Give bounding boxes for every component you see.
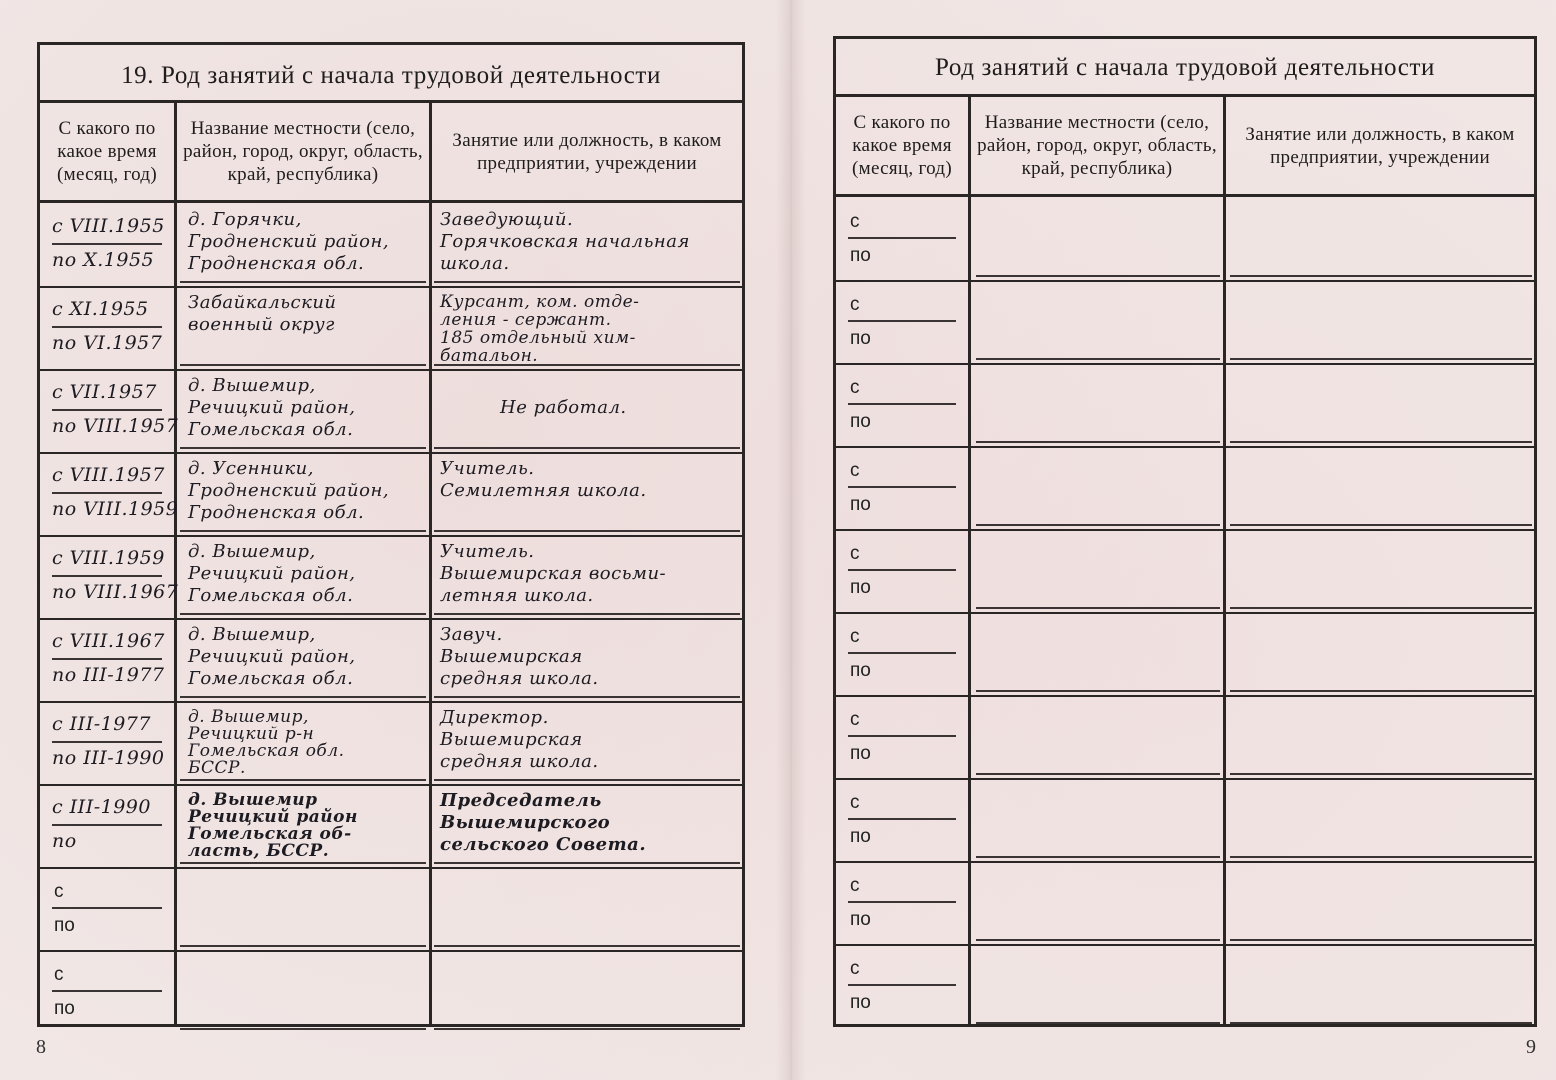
left-page-number: 8 xyxy=(36,1036,46,1058)
place-rule xyxy=(976,524,1220,526)
entry-from-date: с III-1977 xyxy=(52,713,151,735)
job-rule xyxy=(1230,690,1532,692)
job-rule xyxy=(1230,939,1532,941)
period-rule xyxy=(848,818,956,820)
header-rule xyxy=(40,200,742,203)
entry-job-line: Учитель. xyxy=(440,458,535,479)
entry-from-date: с VIII.1967 xyxy=(52,630,165,652)
entry-job-line: ления - сержант. xyxy=(440,310,612,330)
to-label: по xyxy=(850,743,871,764)
place-rule xyxy=(180,779,426,781)
to-label: по xyxy=(850,494,871,515)
entry-job-line: Учитель. xyxy=(440,541,535,562)
period-rule xyxy=(848,237,956,239)
entry-from-date: с XI.1955 xyxy=(52,298,149,320)
entry-job-line: летняя школа. xyxy=(440,585,594,606)
entry-place-line: Гомельская обл. xyxy=(188,741,345,761)
job-rule xyxy=(434,530,740,532)
period-rule xyxy=(848,320,956,322)
period-rule xyxy=(52,492,162,494)
row-divider xyxy=(836,280,1534,282)
job-rule xyxy=(434,281,740,283)
entry-job-line: Вышемирского xyxy=(440,812,611,833)
entry-from-date: с III-1990 xyxy=(52,796,151,818)
job-rule xyxy=(1230,773,1532,775)
job-rule xyxy=(434,613,740,615)
place-rule xyxy=(180,696,426,698)
to-label: по xyxy=(850,909,871,930)
entry-job-line: Вышемирская восьми- xyxy=(440,563,667,584)
to-label: по xyxy=(850,660,871,681)
job-rule xyxy=(434,1028,740,1030)
entry-place-line: д. Вышемир, xyxy=(188,375,316,396)
job-rule xyxy=(434,447,740,449)
entry-to-date: по III-1977 xyxy=(52,664,165,686)
entry-place-line: д. Усенники, xyxy=(188,458,314,479)
entry-job-line: Курсант, ком. отде- xyxy=(440,292,640,312)
entry-to-date: по III-1990 xyxy=(52,747,165,769)
entry-place-line: д. Вышемир, xyxy=(188,541,316,562)
entry-place-line: БССР. xyxy=(188,758,246,778)
entry-job-line: Семилетняя школа. xyxy=(440,480,647,501)
period-rule xyxy=(848,569,956,571)
place-rule xyxy=(180,530,426,532)
job-rule xyxy=(1230,358,1532,360)
entry-place-line: Речицкий район, xyxy=(188,397,356,418)
place-rule xyxy=(180,862,426,864)
period-rule xyxy=(52,741,162,743)
entry-job-line: батальон. xyxy=(440,346,539,366)
row-divider xyxy=(836,446,1534,448)
column-header-job: Занятие или должность, в каком предприятии, учреждении xyxy=(452,129,722,174)
entry-from-date: с VIII.1955 xyxy=(52,215,165,237)
entry-job-line: Председатель xyxy=(440,790,602,811)
period-rule xyxy=(848,984,956,986)
place-rule xyxy=(180,1028,426,1030)
place-rule xyxy=(180,613,426,615)
job-rule xyxy=(434,779,740,781)
from-label: с xyxy=(850,792,860,813)
place-rule xyxy=(976,607,1220,609)
from-label: с xyxy=(850,377,860,398)
period-rule xyxy=(52,907,162,909)
job-rule xyxy=(434,862,740,864)
period-rule xyxy=(848,652,956,654)
from-label: с xyxy=(54,964,64,985)
job-rule xyxy=(1230,1022,1532,1024)
column-divider xyxy=(429,103,432,1024)
place-rule xyxy=(180,447,426,449)
left-page-table xyxy=(37,42,745,1027)
entry-to-date: по VIII.1959 xyxy=(52,498,179,520)
period-rule xyxy=(52,326,162,328)
entry-job-line: Вышемирская xyxy=(440,646,583,667)
entry-place-line: Гомельская обл. xyxy=(188,419,354,440)
entry-place-line: д. Вышемир, xyxy=(188,707,309,727)
row-divider xyxy=(836,529,1534,531)
place-rule xyxy=(976,441,1220,443)
from-label: с xyxy=(850,875,860,896)
place-rule xyxy=(180,364,426,366)
job-rule xyxy=(1230,441,1532,443)
entry-place-line: Забайкальский xyxy=(188,292,337,313)
entry-place-line: д. Горячки, xyxy=(188,209,302,230)
entry-from-date: с VIII.1959 xyxy=(52,547,165,569)
entry-job-line: 185 отдельный хим- xyxy=(440,328,636,348)
entry-to-date: по VIII.1957 xyxy=(52,415,179,437)
entry-place-line: Гомельская обл. xyxy=(188,668,354,689)
period-rule xyxy=(848,901,956,903)
entry-job-line: средняя школа. xyxy=(440,668,599,689)
right-page-table xyxy=(833,36,1537,1027)
right-page-number: 9 xyxy=(1526,1036,1536,1058)
row-divider xyxy=(40,950,742,952)
row-divider xyxy=(836,778,1534,780)
left-page-title: 19. Род занятий с начала трудовой деятельности xyxy=(121,62,661,89)
place-rule xyxy=(976,358,1220,360)
entry-job-line: Директор. xyxy=(440,707,549,728)
place-rule xyxy=(180,945,426,947)
entry-job-line: школа. xyxy=(440,253,510,274)
job-rule xyxy=(1230,275,1532,277)
entry-job-line: Горячковская начальная xyxy=(440,231,690,252)
entry-place-line: Гомельская об- xyxy=(188,824,352,844)
entry-job-line: Не работал. xyxy=(500,397,627,418)
row-divider xyxy=(836,363,1534,365)
place-rule xyxy=(976,1022,1220,1024)
to-label: по xyxy=(850,328,871,349)
from-label: с xyxy=(850,626,860,647)
period-rule xyxy=(52,990,162,992)
to-label: по xyxy=(54,915,75,936)
place-rule xyxy=(976,939,1220,941)
place-rule xyxy=(976,275,1220,277)
right-page-title: Род занятий с начала трудовой деятельности xyxy=(935,54,1435,81)
place-rule xyxy=(976,690,1220,692)
entry-job-line: сельского Совета. xyxy=(440,834,647,855)
place-rule xyxy=(976,773,1220,775)
column-header-period: С какого по какое время (месяц, год) xyxy=(57,118,157,185)
entry-place-line: ласть, БССР. xyxy=(188,841,330,861)
job-rule xyxy=(434,696,740,698)
from-label: с xyxy=(850,294,860,315)
entry-place-line: Речицкий район, xyxy=(188,563,356,584)
entry-place-line: Гродненский район, xyxy=(188,231,390,252)
column-header-place: Название местности (село, район, город, округ, область, край, республика) xyxy=(977,112,1217,179)
period-rule xyxy=(848,486,956,488)
row-divider xyxy=(40,452,742,454)
row-divider xyxy=(40,535,742,537)
place-rule xyxy=(180,281,426,283)
entry-place-line: Гродненская обл. xyxy=(188,502,365,523)
period-rule xyxy=(52,243,162,245)
job-rule xyxy=(434,945,740,947)
column-header-job: Занятие или должность, в каком предприятии, учреждении xyxy=(1245,123,1515,168)
column-header-place: Название местности (село, район, город, округ, область, край, республика) xyxy=(183,118,423,185)
to-label: по xyxy=(850,577,871,598)
period-rule xyxy=(52,824,162,826)
to-label: по xyxy=(850,245,871,266)
job-rule xyxy=(1230,524,1532,526)
entry-job-line: средняя школа. xyxy=(440,751,599,772)
row-divider xyxy=(836,944,1534,946)
from-label: с xyxy=(850,211,860,232)
entry-place-line: военный округ xyxy=(188,314,335,335)
entry-place-line: Речицкий р-н xyxy=(188,724,315,744)
row-divider xyxy=(836,695,1534,697)
column-divider xyxy=(1223,97,1226,1024)
column-divider xyxy=(968,97,971,1024)
from-label: с xyxy=(850,958,860,979)
row-divider xyxy=(40,286,742,288)
entry-place-line: Гомельская обл. xyxy=(188,585,354,606)
entry-place-line: Гродненская обл. xyxy=(188,253,365,274)
entry-place-line: Речицкий район xyxy=(188,807,358,827)
from-label: с xyxy=(850,709,860,730)
to-label: по xyxy=(850,826,871,847)
entry-place-line: Гродненский район, xyxy=(188,480,390,501)
entry-place-line: д. Вышемир xyxy=(188,790,318,810)
row-divider xyxy=(40,618,742,620)
to-label: по xyxy=(850,992,871,1013)
entry-job-line: Завуч. xyxy=(440,624,503,645)
to-label: по xyxy=(54,998,75,1019)
period-rule xyxy=(52,575,162,577)
column-header-period: С какого по какое время (месяц, год) xyxy=(852,112,952,179)
job-rule xyxy=(1230,856,1532,858)
period-rule xyxy=(52,658,162,660)
entry-to-date: по X.1955 xyxy=(52,249,155,271)
from-label: с xyxy=(54,881,64,902)
from-label: с xyxy=(850,460,860,481)
row-divider xyxy=(40,369,742,371)
entry-from-date: с VIII.1957 xyxy=(52,464,165,486)
row-divider xyxy=(40,784,742,786)
row-divider xyxy=(836,861,1534,863)
job-rule xyxy=(1230,607,1532,609)
entry-job-line: Вышемирская xyxy=(440,729,583,750)
row-divider xyxy=(40,867,742,869)
column-divider xyxy=(174,103,177,1024)
booklet-fold xyxy=(776,0,806,1080)
entry-to-date: по VIII.1967 xyxy=(52,581,179,603)
header-rule xyxy=(836,194,1534,197)
period-rule xyxy=(848,403,956,405)
from-label: с xyxy=(850,543,860,564)
entry-place-line: Речицкий район, xyxy=(188,646,356,667)
entry-to-date: по xyxy=(52,830,77,852)
row-divider xyxy=(40,701,742,703)
entry-from-date: с VII.1957 xyxy=(52,381,157,403)
row-divider xyxy=(836,612,1534,614)
entry-job-line: Заведующий. xyxy=(440,209,574,230)
period-rule xyxy=(848,735,956,737)
period-rule xyxy=(52,409,162,411)
entry-place-line: д. Вышемир, xyxy=(188,624,316,645)
entry-to-date: по VI.1957 xyxy=(52,332,163,354)
to-label: по xyxy=(850,411,871,432)
place-rule xyxy=(976,856,1220,858)
